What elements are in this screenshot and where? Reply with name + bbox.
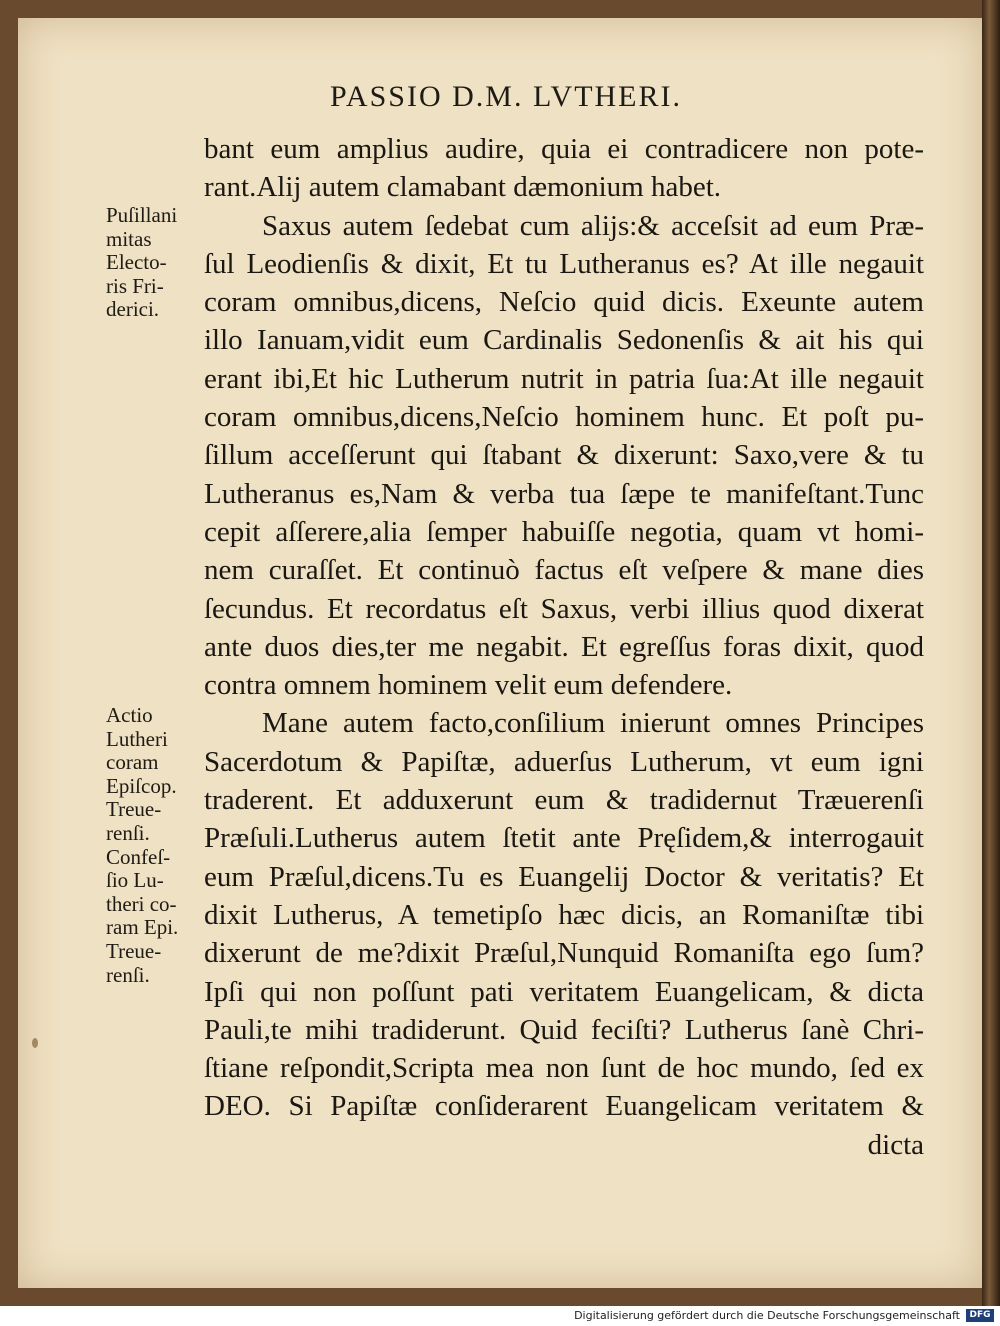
running-head: PASSIO D.M. LVTHERI. (330, 80, 683, 113)
margin-note-line: ram Epi. (106, 915, 179, 940)
text-line: Præſuli.Lutherus autem ſtetit ante Pręſidem,& interrogauit (204, 822, 924, 855)
margin-note-line: Electo- (106, 250, 167, 275)
text-line: Ipſi qui non poſſunt pati veritatem Euangelicam, & dicta (204, 975, 924, 1008)
text-line: ante duos dies,ter me negabit. Et egreſſus foras dixit, quod (204, 630, 924, 663)
margin-note-pusillanimitas (106, 204, 206, 322)
catchword: dicta (867, 1128, 924, 1161)
text-line: ſillum acceſſerunt qui ſtabant & dixerunt: Saxo,vere & tu (204, 439, 924, 472)
text-line: nem curaſſet. Et continuò factus eſt veſpere & mane dies (204, 554, 924, 587)
text-line: cepit aſſerere,alia ſemper habuiſſe negotia, quam vt homi- (204, 515, 924, 548)
text-line: eum Præſul,dicens.Tu es Euangelij Doctor & veritatis? Et (204, 860, 924, 893)
margin-note-line: mitas (106, 226, 152, 251)
margin-note-line: Treue- (106, 797, 162, 822)
text-line: coram omnibus,dicens, Neſcio quid dicis. Exeunte autem (204, 286, 924, 319)
text-line: erant ibi,Et hic Lutherum nutrit in patria ſua:At ille negauit (204, 362, 924, 395)
text-line: illo Ianuam,vidit eum Cardinalis Sedonenſis & ait his qui (204, 324, 924, 357)
margin-note-line: ris Fri- (106, 273, 164, 298)
margin-note-line: ſio Lu- (106, 868, 164, 893)
margin-note-line: Puſillani (106, 203, 178, 227)
text-line: Lutheranus es,Nam & verba tua ſæpe te manifeſtant.Tunc (204, 477, 924, 510)
dfg-logo: DFG (966, 1309, 994, 1322)
text-line: Mane autem facto,conſilium inierunt omnes Principes (262, 707, 924, 740)
dfg-funding-notice: Digitalisierung gefördert durch die Deutsche Forschungsgemeinschaft (574, 1309, 960, 1322)
margin-note-line: Confeſ- (106, 844, 171, 869)
text-line: ſtiane reſpondit,Scripta mea non ſunt de hoc mundo, ſed ex (204, 1052, 924, 1085)
margin-note-line: derici. (106, 297, 160, 322)
margin-note-line: renſi. (106, 820, 150, 845)
text-line: ſul Leodienſis & dixit, Et tu Lutheranus es? At ille negauit (204, 247, 924, 280)
margin-note-line: Epiſcop. (106, 773, 177, 798)
text-line: bant eum amplius audire, quia ei contradicere non pote- (204, 133, 924, 165)
body-text (204, 130, 924, 1164)
book-spine-edge (982, 0, 1000, 1306)
margin-note-line: Treue- (106, 938, 162, 963)
ink-speck (32, 1038, 38, 1048)
text-line: ſecundus. Et recordatus eſt Saxus, verbi illius quod dixerat (204, 592, 924, 625)
margin-note-line: coram (106, 750, 159, 775)
margin-note-line: theri co- (106, 891, 177, 916)
text-line: contra omnem hominem velit eum defendere. (204, 669, 733, 702)
margin-note-actio (106, 704, 206, 987)
margin-note-line: Lutheri (106, 726, 168, 751)
text-line: Saxus autem ſedebat cum alijs:& acceſsit ad eum Præ- (262, 209, 924, 242)
text-line: DEO. Si Papiſtæ conſiderarent Euangelicam veritatem & (204, 1090, 924, 1123)
text-line: traderent. Et adduxerunt eum & tradidernut Træuerenſi (204, 784, 924, 817)
text-line: dixit Lutherus, A temetipſo hæc dicis, an Romaniſtæ tibi (204, 898, 924, 931)
text-line: coram omnibus,dicens,Neſcio hominem hunc. Et poſt pu- (204, 401, 924, 434)
text-line: rant.Alij autem clamabant dæmonium habet. (204, 171, 722, 204)
text-line: Pauli,te mihi tradiderunt. Quid feciſti? Lutherus ſanè Chri- (204, 1013, 924, 1046)
margin-note-line: Actio (106, 703, 153, 727)
text-line: dixerunt de me?dixit Præſul,Nunquid Romaniſta ego ſum? (204, 937, 924, 970)
text-line: Sacerdotum & Papiſtæ, aduerſus Lutherum, vt eum igni (204, 745, 924, 778)
margin-note-line: renſi. (106, 962, 150, 987)
